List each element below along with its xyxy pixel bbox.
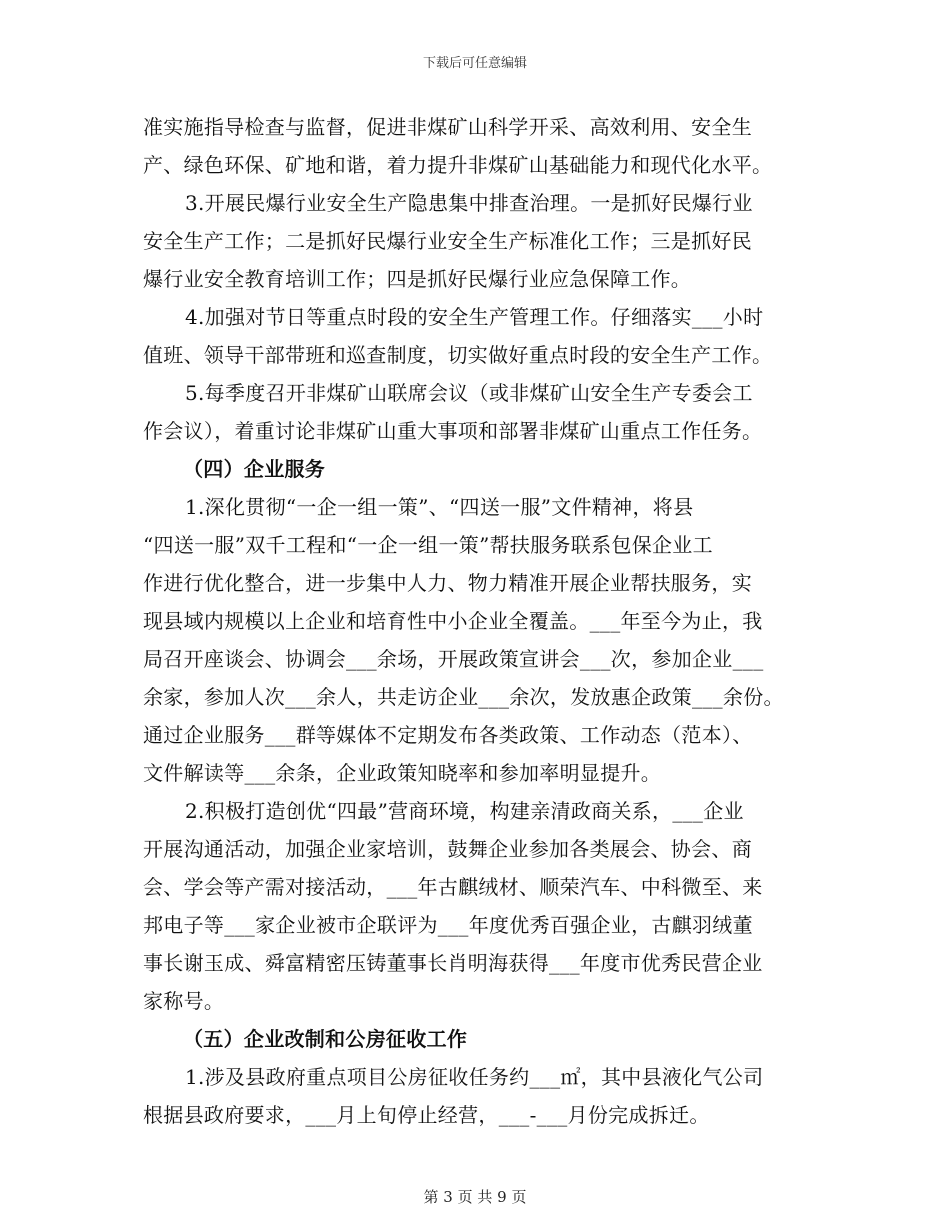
body-text-line: 值班、领导干部带班和巡查制度，切实做好重点时段的安全生产工作。	[143, 343, 773, 367]
body-text-line: 家称号。	[143, 989, 225, 1013]
body-text-line: 3.开展民爆行业安全生产隐患集中排查治理。一是抓好民爆行业	[185, 191, 753, 215]
body-text-line: 2.积极打造创优“四最”营商环境，构建亲清政商关系，___企业	[185, 799, 744, 823]
body-text-line: 根据县政府要求，___月上旬停止经营，___-___月份完成拆迁。	[143, 1103, 710, 1127]
page-number: 第 3 页 共 9 页	[423, 1188, 527, 1206]
section-heading: （五）企业改制和公房征收工作	[183, 1027, 468, 1051]
body-text-line: 局召开座谈会、协调会___余场，开展政策宣讲会___次，参加企业___	[143, 647, 764, 671]
body-text-line: 产、绿色环保、矿地和谐，着力提升非煤矿山基础能力和现代化水平。	[143, 153, 773, 177]
body-text-line: 5.每季度召开非煤矿山联席会议（或非煤矿山安全生产专委会工	[185, 381, 753, 405]
body-text-line: 作会议），着重讨论非煤矿山重大事项和部署非煤矿山重点工作任务。	[143, 419, 763, 443]
body-text-line: 余家，参加人次___余人，共走访企业___余次，发放惠企政策___余份。	[143, 685, 784, 709]
body-text-line: 爆行业安全教育培训工作；四是抓好民爆行业应急保障工作。	[143, 267, 692, 291]
section-heading: （四）企业服务	[183, 457, 326, 481]
body-text-line: 1.深化贯彻“一企一组一策”、“四送一服”文件精神，将县	[185, 495, 694, 519]
body-text-line: 邦电子等___家企业被市企联评为___年度优秀百强企业，古麒羽绒董	[143, 913, 753, 937]
body-text-line: 通过企业服务___群等媒体不定期发布各类政策、工作动态（范本）、	[143, 723, 753, 747]
body-text-line: 4.加强对节日等重点时段的安全生产管理工作。仔细落实___小时	[185, 305, 764, 329]
body-text-line: “四送一服”双千工程和“一企一组一策”帮扶服务联系包保企业工	[143, 533, 713, 557]
body-text-line: 作进行优化整合，进一步集中人力、物力精准开展企业帮扶服务，实	[143, 571, 752, 595]
body-text-line: 事长谢玉成、舜富精密压铸董事长肖明海获得___年度市优秀民营企业	[143, 951, 763, 975]
body-text-line: 准实施指导检查与监督，促进非煤矿山科学开采、高效利用、安全生	[143, 115, 752, 139]
body-text-line: 会、学会等产需对接活动，___年古麒绒材、顺荣汽车、中科微至、来	[143, 875, 763, 899]
body-text-line: 安全生产工作；二是抓好民爆行业安全生产标准化工作；三是抓好民	[143, 229, 752, 253]
page-header: 下载后可任意编辑	[422, 56, 527, 71]
body-text-line: 1.涉及县政府重点项目公房征收任务约___㎡，其中县液化气公司	[185, 1065, 764, 1089]
body-text-line: 开展沟通活动，加强企业家培训，鼓舞企业参加各类展会、协会、商	[143, 837, 752, 861]
body-text-line: 文件解读等___余条，企业政策知晓率和参加率明显提升。	[143, 761, 662, 785]
body-text-line: 现县域内规模以上企业和培育性中小企业全覆盖。___年至今为止，我	[143, 609, 763, 633]
